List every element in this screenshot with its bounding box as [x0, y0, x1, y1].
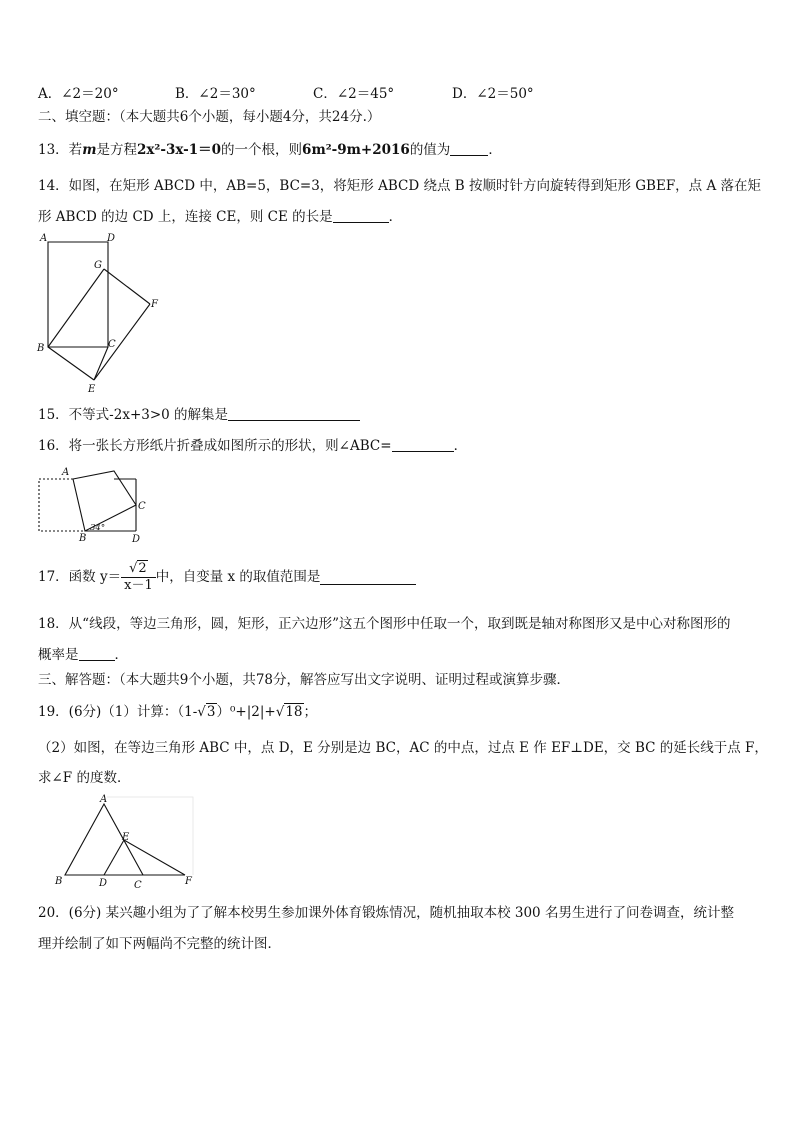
- label-g: G: [94, 260, 102, 271]
- question-20-line-2: 理并绘制了如下两幅尚不完整的统计图．: [38, 936, 281, 952]
- q13-prefix: 13．若: [38, 142, 83, 158]
- question-19-part-2-line-2: 求∠F 的度数．: [38, 770, 131, 786]
- folded-flap: [73, 471, 136, 531]
- question-13: [38, 140, 764, 160]
- q19-root-1: 3: [206, 704, 216, 720]
- q18-text: 概率是: [38, 647, 79, 663]
- label-a: A: [100, 794, 108, 805]
- label-f: F: [185, 876, 192, 887]
- question-18-line-1: 18．从“线段，等边三角形，圆，矩形，正六边形”这五个图形中任取一个，取到既是轴对称图形又是中心对称图形的: [38, 616, 731, 632]
- folded-part-dashed: [39, 479, 85, 531]
- segment-de: [104, 840, 124, 875]
- question-14-line-2: [38, 207, 764, 227]
- q18-answer-blank[interactable]: [79, 646, 115, 661]
- q19-prefix: 19．(6分)（1）计算：（1-: [38, 704, 198, 720]
- question-15: [38, 405, 764, 425]
- label-e: E: [88, 384, 96, 395]
- q17-answer-blank[interactable]: [320, 570, 416, 585]
- q14-text: 形 ABCD 的边 CD 上，连接 CE，则 CE 的长是: [38, 209, 333, 225]
- q16-figure: [32, 462, 157, 546]
- label-d: D: [99, 878, 108, 889]
- q16-answer-blank[interactable]: [392, 437, 454, 452]
- label-c: C: [134, 880, 142, 891]
- segment-gb: [48, 269, 104, 347]
- section-3-header: 三、解答题：（本大题共9个小题，共78分，解答应写出文字说明、证明过程或演算步骤．: [38, 672, 571, 688]
- option-d: D．∠2＝50°: [452, 86, 534, 102]
- q13-answer-blank[interactable]: [450, 141, 488, 156]
- q19-end: ；: [303, 704, 318, 720]
- option-c: C．∠2＝45°: [313, 86, 395, 102]
- q14-figure: [34, 230, 169, 398]
- q18-end: ．: [114, 647, 128, 663]
- q14-answer-blank[interactable]: [333, 208, 389, 223]
- label-d: D: [107, 233, 116, 244]
- q16-text: 16．将一张长方形纸片折叠成如图所示的形状，则∠ABC=: [38, 438, 392, 454]
- label-c: C: [138, 501, 146, 512]
- q17-fraction: $\frac{√2}{x-1}$: [121, 561, 156, 594]
- question-17: [38, 557, 764, 597]
- q16-end: ．: [453, 438, 468, 454]
- question-16: [38, 436, 764, 456]
- q19-root-2: 18: [285, 704, 303, 720]
- rectangle-abcd: [48, 242, 108, 347]
- q19-mid: ）⁰+|2|+: [216, 704, 276, 720]
- q13-var: m: [82, 142, 97, 158]
- question-19-part-2-line-1: （2）如图，在等边三角形 ABC 中，点 D，E 分别是边 BC，AC 的中点，过点 E 作 EF⊥DE，交 BC 的延长线于点 F，: [38, 740, 768, 756]
- triangle-abc: [65, 804, 143, 875]
- q14-end: ．: [388, 209, 403, 225]
- segment-gf: [104, 269, 150, 304]
- q13-expression: 6m²-9m+2016: [302, 142, 410, 158]
- label-angle: 34°: [90, 523, 106, 533]
- q13-suffix: 的值为: [409, 142, 451, 158]
- q17-numerator: 2: [138, 560, 147, 576]
- label-f: F: [151, 299, 158, 310]
- q17-suffix: 中，自变量 x 的取值范围是: [155, 569, 321, 585]
- segment-fe: [94, 304, 150, 380]
- question-19-part-1: 19．(6分)（1）计算：（1-√3）⁰+|2|+√18；: [38, 704, 318, 720]
- q13-mid: 是方程: [96, 142, 137, 158]
- q17-prefix: 17．函数 y＝: [38, 569, 122, 585]
- question-18-line-2: [38, 645, 764, 665]
- q13-mid2: 的一个根，则: [221, 142, 303, 158]
- label-b: B: [37, 343, 45, 354]
- option-b: B．∠2＝30°: [175, 86, 256, 102]
- label-a: A: [40, 233, 48, 244]
- label-a: A: [62, 467, 70, 478]
- label-b: B: [55, 876, 63, 887]
- label-b: B: [79, 533, 87, 544]
- question-20-line-1: 20．(6分) 某兴趣小组为了了解本校男生参加课外体育锻炼情况，随机抽取本校 300 名男生进行了问卷调查，统计整: [38, 905, 734, 921]
- label-e: E: [122, 832, 130, 843]
- q13-end: ．: [488, 142, 502, 158]
- q17-denominator: x－1: [124, 577, 153, 593]
- question-14-line-1: 14．如图，在矩形 ABCD 中，AB=5，BC=3，将矩形 ABCD 绕点 B 按顺时针方向旋转得到矩形 GBEF，点 A 落在矩: [38, 178, 762, 194]
- q15-answer-blank[interactable]: [228, 406, 360, 421]
- figure-frame: [107, 797, 193, 875]
- q15-text: 15．不等式-2x+3>0 的解集是: [38, 407, 229, 423]
- section-2-header: 二、填空题：（本大题共6个小题，每小题4分，共24分.）: [38, 109, 381, 125]
- label-c: C: [108, 339, 116, 350]
- q19-figure: [52, 793, 202, 893]
- segment-be: [48, 347, 94, 380]
- q13-equation: 2x²-3x-1＝0: [136, 142, 222, 158]
- label-d: D: [132, 534, 141, 545]
- option-a: A．∠2＝20°: [38, 86, 119, 102]
